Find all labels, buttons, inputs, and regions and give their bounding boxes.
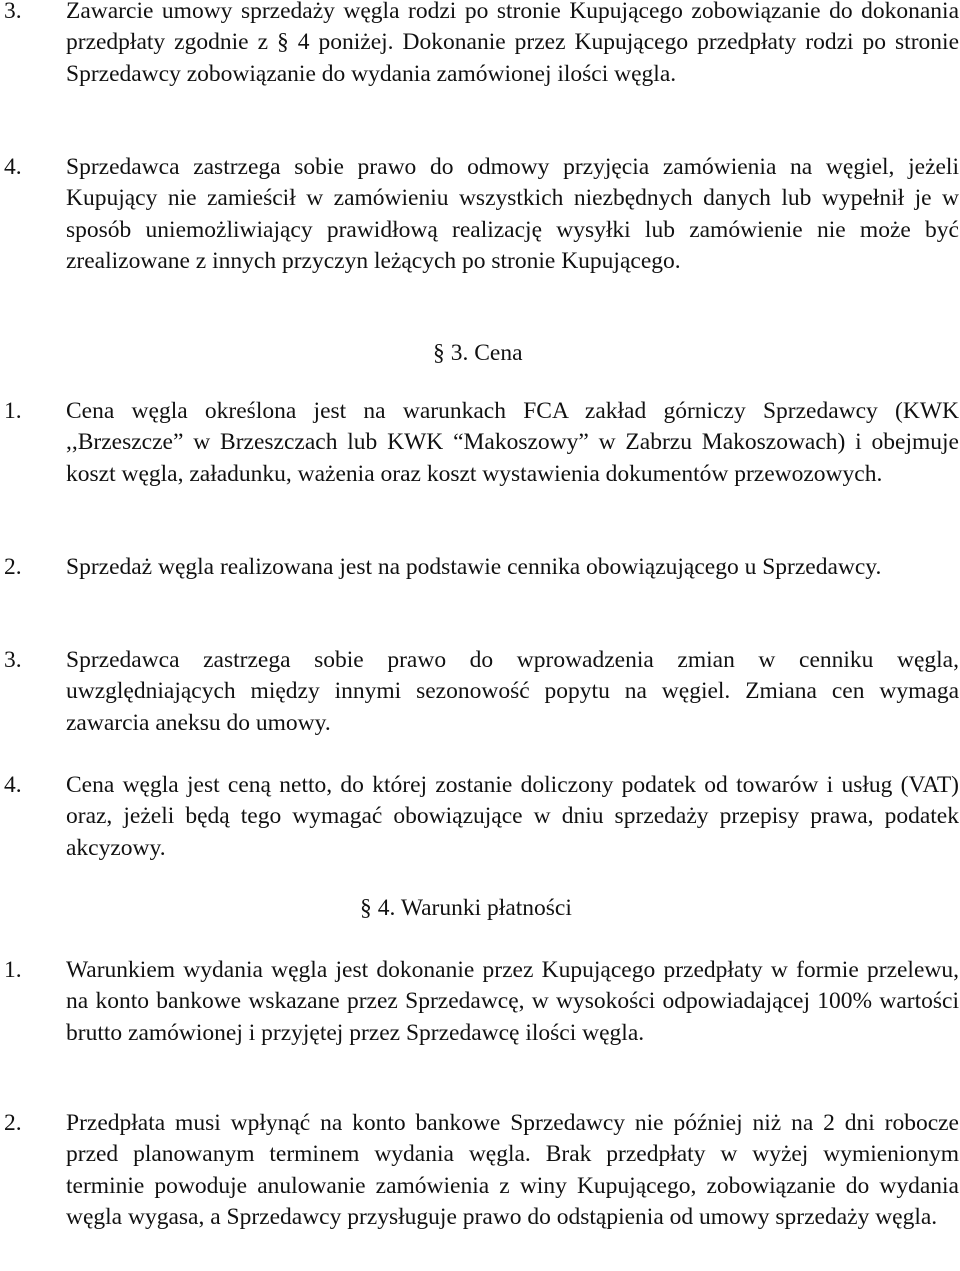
- item-text: Warunkiem wydania węgla jest dokonanie przez Kupującego przedpłaty w formie przelewu, na konto bankowe wskazane przez Sprzedawcę, w wysokości odpowiadającej 100% wartości brutto zamówionej i przyjętej przez Sprzedawcę ilości węgla.: [66, 957, 959, 1046]
- item-number: 3.: [4, 0, 22, 24]
- section-title: 4. Warunki płatności: [377, 895, 572, 921]
- list-item: [0, 0, 960, 90]
- item-text: Przedpłata musi wpłynąć na konto bankowe Sprzedawcy nie później niż na 2 dni robocze przed planowanym terminem wydania węgla. Brak przedpłaty w wyżej wymienionym terminie powoduje anulowanie zamówienia z winy Kupującego, zobowiązanie do wydania węgla wygasa, a Sprzedawcy przysługuje prawo do odstąpienia od umowy sprzedaży węgla.: [66, 1110, 959, 1231]
- paragraph-symbol: §: [433, 340, 445, 366]
- item-number: 4.: [4, 772, 22, 798]
- item-text: Zawarcie umowy sprzedaży węgla rodzi po stronie Kupującego zobowiązanie do dokonania przedpłaty zgodnie z § 4 poniżej. Dokonanie przez Kupującego przedpłaty rodzi po stronie Sprzedawcy zobowiązanie do wydania zamówionej ilości węgla.: [66, 0, 959, 87]
- item-number: 2.: [4, 1110, 22, 1136]
- list-item: [0, 396, 960, 490]
- list-item: [0, 1108, 960, 1234]
- section-heading: [433, 338, 523, 369]
- list-item: [0, 152, 960, 278]
- section-title: 3. Cena: [450, 340, 523, 366]
- item-text: Cena węgla określona jest na warunkach FCA zakład górniczy Sprzedawcy (KWK ,,Brzeszcze” w Brzeszczach lub KWK “Makoszowy” w Zabrzu Makoszowach) i obejmuje koszt węgla, załadunku, ważenia oraz koszt wystawienia dokumentów przewozowych.: [66, 398, 959, 487]
- section-heading: [360, 893, 572, 924]
- item-number: 1.: [4, 398, 22, 424]
- item-text: Sprzedawca zastrzega sobie prawo do wprowadzenia zmian w cenniku węgla, uwzględniających między innymi sezonowość popytu na węgiel. Zmiana cen wymaga zawarcia aneksu do umowy.: [66, 647, 959, 736]
- item-number: 2.: [4, 554, 22, 580]
- paragraph-symbol: §: [360, 895, 372, 921]
- item-number: 1.: [4, 957, 22, 983]
- list-item: [0, 955, 960, 1049]
- item-number: 4.: [4, 154, 22, 180]
- list-item: [0, 645, 960, 739]
- item-text: Cena węgla jest ceną netto, do której zostanie doliczony podatek od towarów i usług (VAT) oraz, jeżeli będą tego wymagać obowiązujące w dniu sprzedaży przepisy prawa, podatek akcyzowy.: [66, 772, 959, 861]
- item-text: Sprzedawca zastrzega sobie prawo do odmowy przyjęcia zamówienia na węgiel, jeżeli Kupujący nie zamieścił w zamówieniu wszystkich niezbędnych danych lub wypełnił je w sposób uniemożliwiający prawidłową realizację wysyłki lub zamówienie nie może być zrealizowane z innych przyczyn leżących po stronie Kupującego.: [66, 154, 959, 275]
- list-item: [0, 552, 960, 583]
- item-text: Sprzedaż węgla realizowana jest na podstawie cennika obowiązującego u Sprzedawcy.: [66, 554, 882, 580]
- item-number: 3.: [4, 647, 22, 673]
- list-item: [0, 770, 960, 864]
